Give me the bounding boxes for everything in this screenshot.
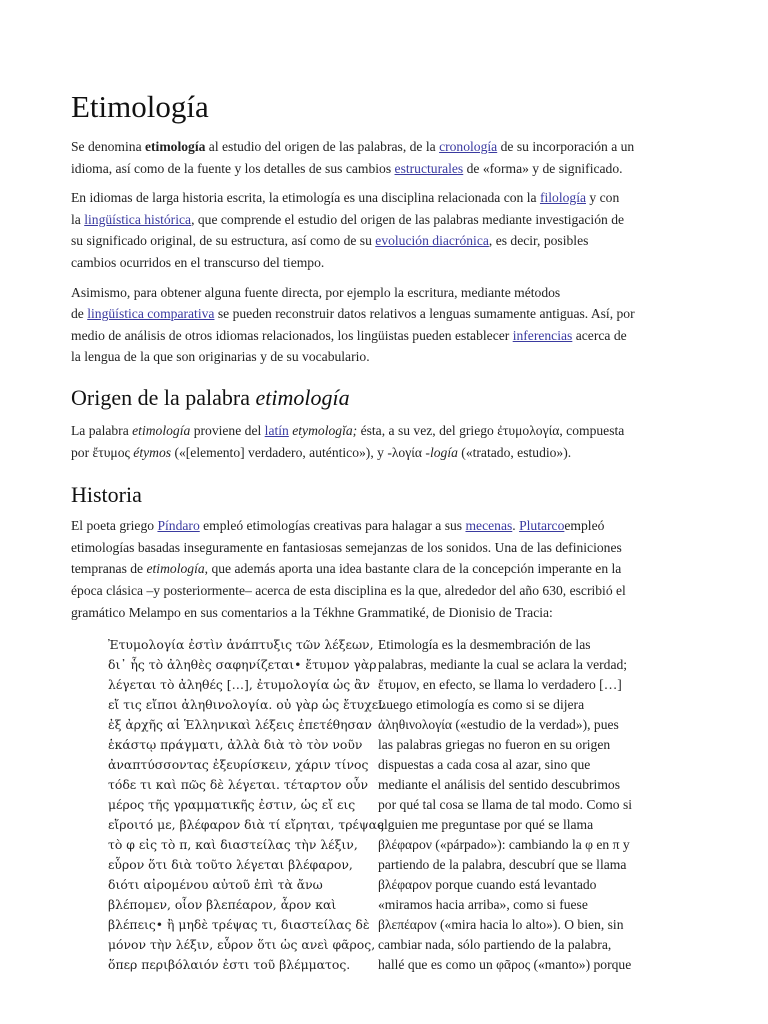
article-content xyxy=(71,88,699,623)
text: Se denomina xyxy=(71,139,145,154)
text: gramático Melampo en sus comentarios a la Tékhne Grammatiké, de Dionisio de Tracia: xyxy=(71,604,553,620)
quote-spanish-column xyxy=(378,635,663,975)
text: . xyxy=(512,518,520,534)
quote-spanish-line: βλέφαρον («párpado»): cambiando la φ en π y xyxy=(378,837,630,853)
text: por ἔτυμος xyxy=(71,444,134,460)
intro-paragraph-2 xyxy=(71,187,699,273)
text: El poeta griego xyxy=(71,518,158,534)
quote-greek-line: εἴροιτό με, βλέφαρον διὰ τί εἴρηται, τρέψας xyxy=(108,817,384,833)
text: ésta, a su vez, del griego ἐτυμολογία, compuesta xyxy=(357,422,625,438)
section-heading-origen xyxy=(71,384,699,412)
quote-spanish-line: βλέφαρον porque cuando está levantado xyxy=(378,877,597,893)
text: la xyxy=(71,211,85,227)
page-title: Etimología xyxy=(71,89,209,124)
quote-greek-line: μέρος τῆς γραμματικῆς ἐστιν, ὡς εἴ εις xyxy=(108,797,356,813)
quote-greek-line: Ἐτυμολογία ἐστὶν ἀνάπτυξις τῶν λέξεων, xyxy=(108,637,374,653)
text: y con xyxy=(586,190,620,206)
quote-columns xyxy=(71,635,768,975)
link-cronologia[interactable]: cronología xyxy=(439,139,498,154)
quote-greek-column xyxy=(108,635,386,975)
quote-greek-line: τὸ φ εἰς τὸ π, καὶ διαστείλας τὴν λέξιν, xyxy=(108,837,358,853)
link-plutarco[interactable]: Plutarco xyxy=(519,518,565,534)
text: de su incorporación a un xyxy=(497,139,635,154)
quote-spanish-line: alguien me preguntase por qué se llama xyxy=(378,817,594,833)
quote-greek-line: τόδε τι καὶ πῶς δὲ λέγεται. τέταρτον οὖν xyxy=(108,777,369,793)
text: étymos xyxy=(133,444,172,460)
text: al estudio del origen de las palabras, de la xyxy=(205,139,440,154)
quote-greek-line: ὅπερ περιβόλαιόν ἐστι τοῦ βλέμματος. xyxy=(108,957,351,973)
quote-spanish-line: por qué tal cosa se llama de tal modo. Como si xyxy=(378,797,633,813)
text: de xyxy=(71,306,88,322)
quote-spanish-line: ἔτυμον, en efecto, se llama lo verdadero […] xyxy=(378,677,622,693)
text: empleó xyxy=(564,518,605,534)
text: etymologĭa; xyxy=(292,422,358,438)
quote-spanish-line: Etimología es la desmembración de las xyxy=(378,637,591,653)
text: tempranas de xyxy=(71,561,147,577)
text: idioma, así como de la fuente y los detalles de sus cambios xyxy=(71,160,395,176)
text: época clásica –y posteriormente– acerca de esta disciplina es la que, alrededor del año 630, escribió el xyxy=(71,582,626,598)
text: etimología xyxy=(146,561,205,577)
section-heading-historia: Historia xyxy=(71,482,142,508)
quote-greek-line: δι᾽ ἧς τὸ ἀληθὲς σαφηνίζεται• ἔτυμον γὰρ xyxy=(108,657,377,673)
link-evolucion-diacronica[interactable]: evolución diacrónica xyxy=(375,233,489,249)
bold-term: etimología xyxy=(145,139,206,154)
text: etimología xyxy=(255,384,350,410)
quote-greek-line: διότι αἰρομένου αὐτοῦ ἐπὶ τὰ ἄνω xyxy=(108,877,323,893)
link-linguistica-historica[interactable]: lingüística histórica xyxy=(84,211,192,227)
link-mecenas[interactable]: mecenas xyxy=(465,518,513,534)
quote-greek-line: ἑκάστῳ πράγματι, ἀλλὰ διὰ τὸ τὸν νοῦν xyxy=(108,737,363,753)
historia-paragraph xyxy=(71,515,699,623)
quote-greek-line: ἐξ ἀρχῆς αἱ Ἑλληνικαὶ λέξεις ἐπετέθησαν xyxy=(108,717,372,733)
link-linguistica-comparativa[interactable]: lingüística comparativa xyxy=(87,306,215,322)
quote-spanish-line: ἀληθινολογία («estudio de la verdad»), pues xyxy=(378,717,619,733)
quote-greek-line: ἀναπτύσσοντας ἐξευρίσκειν, χάριν τίνος xyxy=(108,757,369,773)
quote-greek-line: μόνον τὴν λέξιν, εὗρον ὅτι ὡς ανεὶ φᾶρος, xyxy=(108,937,376,953)
text: La palabra xyxy=(71,422,133,438)
quote-greek-line: βλέπεις• ἢ μηδὲ τρέψας τι, διαστείλας δὲ xyxy=(108,917,370,933)
text: empleó etimologías creativas para halagar a sus xyxy=(199,518,466,534)
text: la lengua de la que son originarias y de su vocabulario. xyxy=(71,349,370,365)
quote-spanish-line: palabras, mediante la cual se aclara la verdad; xyxy=(378,657,628,673)
text: de «forma» y de significado. xyxy=(463,160,623,176)
text: -logía xyxy=(425,444,458,460)
text: («tratado, estudio»). xyxy=(457,444,572,460)
quote-greek-line: λέγεται τὸ ἀληθές […], ἐτυμολογία ὡς ἂν xyxy=(108,677,371,693)
text: etimología xyxy=(132,422,191,438)
text: cambios ocurridos en el transcurso del tiempo. xyxy=(71,254,325,270)
intro-paragraph-3 xyxy=(71,282,699,368)
link-filologia[interactable]: filología xyxy=(539,190,587,206)
text: proviene del xyxy=(190,422,265,438)
quote-greek-line: εἴ τις εἴποι ἀληθινολογία. οὐ γὰρ ὡς ἔτυχεν xyxy=(108,697,386,713)
quote-spanish-line: las palabras griegas no fueron en su origen xyxy=(378,737,611,753)
quote-spanish-line: hallé que es como un φᾶρος («manto») porque xyxy=(378,957,632,973)
text: , es decir, posibles xyxy=(488,233,589,249)
text: , que además aporta una idea bastante clara de la concepción imperante en la xyxy=(204,561,622,577)
quote-spanish-line: Luego etimología es como si se dijera xyxy=(378,697,585,713)
quote-spanish-line: mediante el análisis del sentido descubrimos xyxy=(378,777,620,793)
link-pindaro[interactable]: Píndaro xyxy=(157,518,200,534)
text: se pueden reconstruir datos relativos a lenguas sumamente antiguas. Así, por xyxy=(214,306,635,322)
text: Asimismo, para obtener alguna fuente directa, por ejemplo la escritura, mediante métodos xyxy=(71,284,561,300)
link-estructurales[interactable]: estructurales xyxy=(394,160,464,176)
quote-spanish-line: partiendo de la palabra, descubrí que se llama xyxy=(378,857,627,873)
link-inferencias[interactable]: inferencias xyxy=(512,327,573,343)
quote-spanish-line: βλεπέαρον («mira hacia lo alto»). O bien, sin xyxy=(378,917,624,933)
text: En idiomas de larga historia escrita, la etimología es una disciplina relacionada con la xyxy=(71,190,540,206)
quote-greek-line: βλέπομεν, οἷον βλεπέαρον, ἆρον καὶ xyxy=(108,897,337,913)
text: acerca de xyxy=(572,327,627,343)
link-latin[interactable]: latín xyxy=(264,422,289,438)
text: («[elemento] verdadero, auténtico»), y -λογία xyxy=(171,444,426,460)
intro-paragraph-1 xyxy=(71,136,699,179)
text: su significado original, de su estructura, así como de su xyxy=(71,233,376,249)
quote-spanish-line: «miramos hacia arriba», como si fuese xyxy=(378,897,588,913)
quote-greek-line: εὗρον ὅτι διὰ τοῦτο λέγεται βλέφαρον, xyxy=(108,857,353,873)
text: , que comprende el estudio del origen de las palabras mediante investigación de xyxy=(191,211,625,227)
text: etimologías basadas inseguramente en fantasiosas semejanzas de los sonidos. Una de las definiciones xyxy=(71,539,622,555)
origen-paragraph xyxy=(71,420,699,463)
quote-spanish-line: dispuestas a cada cosa al azar, sino que xyxy=(378,757,591,773)
quote-spanish-line: cambiar nada, sólo partiendo de la palabra, xyxy=(378,937,612,953)
text: medio de análisis de otros idiomas relacionados, los lingüistas pueden establecer xyxy=(71,327,513,343)
text: Origen de la palabra xyxy=(71,384,256,410)
